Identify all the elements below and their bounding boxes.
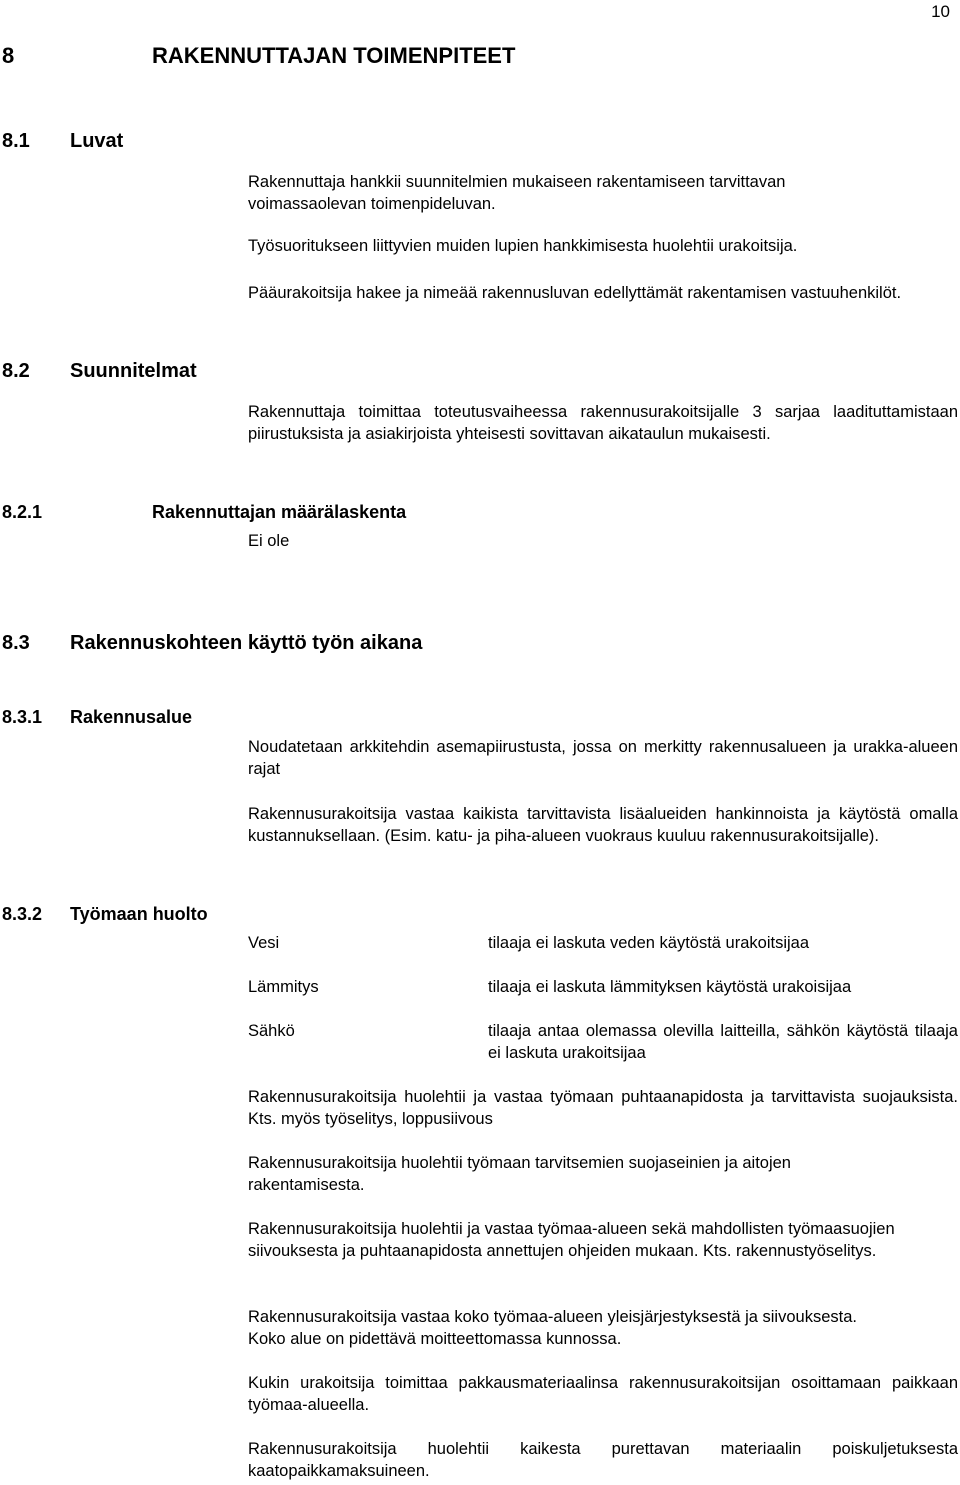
paragraph: Pääurakoitsija hakee ja nimeää rakennusluvan edellyttämät rakentamisen vastuuhenkilöt. — [248, 284, 902, 302]
chapter-number: 8 — [2, 43, 15, 68]
paragraph: Rakennusurakoitsija vastaa kaikista tarvittavista lisäalueiden hankinnoista ja käytöstä omalla kustannuksellaan. (Esim. katu- ja piha-alueen vuokraus kuuluu rakennusurakoitsijalle). — [248, 805, 958, 845]
paragraph: Noudatetaan arkkitehdin asemapiirustusta, jossa on merkitty rakennusalueen ja urakka-alueen rajat — [248, 738, 958, 778]
subsection-title-rakennusalue: Rakennusalue — [70, 707, 193, 727]
chapter-title: RAKENNUTTAJAN TOIMENPITEET — [152, 43, 516, 68]
subsection-title-tyomaan-huolto: Työmaan huolto — [70, 904, 208, 924]
utility-text-lammitys: tilaaja ei laskuta lämmityksen käytöstä urakoisijaa — [488, 978, 852, 996]
paragraph: Rakennuttaja hankkii suunnitelmien mukaiseen rakentamiseen tarvittavan voimassaolevan toimenpideluvan. — [248, 173, 786, 213]
paragraph: Rakennusurakoitsija huolehtii kaikesta purettavan materiaalin poiskuljetuksesta kaatopaikkamaksuineen. — [248, 1440, 958, 1480]
paragraph: Rakennuttaja toimittaa toteutusvaiheessa rakennusurakoitsijalle 3 sarjaa laadituttamistaan piirustuksista ja asiakirjoista yhteisesti sovittavan aikataulun mukaisesti. — [248, 403, 958, 443]
utility-text-sahko: tilaaja antaa olemassa olevilla laitteilla, sähkön käytöstä tilaaja ei laskuta urakoitsijaa — [488, 1022, 958, 1062]
utility-label-vesi: Vesi — [248, 934, 280, 952]
page-number: 10 — [931, 2, 950, 21]
paragraph: Rakennusurakoitsija vastaa koko työmaa-alueen yleisjärjestyksestä ja siivouksesta. Koko alue on pidettävä moitteettomassa kunnossa. — [248, 1308, 857, 1348]
utility-label-sahko: Sähkö — [248, 1022, 295, 1040]
paragraph: Rakennusurakoitsija huolehtii ja vastaa työmaa-alueen sekä mahdollisten työmaasuojien siivouksesta ja puhtaanapidosta annettujen ohjeiden mukaan. Kts. rakennustyöselitys. — [248, 1220, 895, 1260]
subsection-number-8-3-1: 8.3.1 — [2, 707, 43, 727]
section-number-8-3: 8.3 — [2, 632, 30, 654]
section-title-rakennuskohteen-kaytto: Rakennuskohteen käyttö työn aikana — [70, 632, 423, 654]
section-number-8-2: 8.2 — [2, 360, 30, 382]
paragraph: Rakennusurakoitsija huolehtii ja vastaa työmaan puhtaanapidosta ja tarvittavista suojauksista. Kts. myös työselitys, loppusiivous — [248, 1088, 958, 1128]
utility-label-lammitys: Lämmitys — [248, 978, 319, 996]
section-title-suunnitelmat: Suunnitelmat — [70, 360, 197, 382]
subsection-number-8-3-2: 8.3.2 — [2, 904, 43, 924]
utility-text-vesi: tilaaja ei laskuta veden käytöstä urakoitsijaa — [488, 934, 810, 952]
subsection-number-8-2-1: 8.2.1 — [2, 502, 43, 522]
subsection-title-maaralaskenta: Rakennuttajan määrälaskenta — [152, 502, 407, 522]
section-number-8-1: 8.1 — [2, 130, 30, 152]
paragraph: Rakennusurakoitsija huolehtii työmaan tarvitsemien suojaseinien ja aitojen rakentamisesta. — [248, 1154, 791, 1194]
paragraph: Kukin urakoitsija toimittaa pakkausmateriaalinsa rakennusurakoitsijan osoittamaan paikkaan työmaa-alueella. — [248, 1374, 958, 1414]
section-title-luvat: Luvat — [70, 130, 124, 152]
paragraph: Ei ole — [248, 532, 290, 550]
paragraph: Työsuoritukseen liittyvien muiden lupien hankkimisesta huolehtii urakoitsija. — [248, 237, 798, 255]
